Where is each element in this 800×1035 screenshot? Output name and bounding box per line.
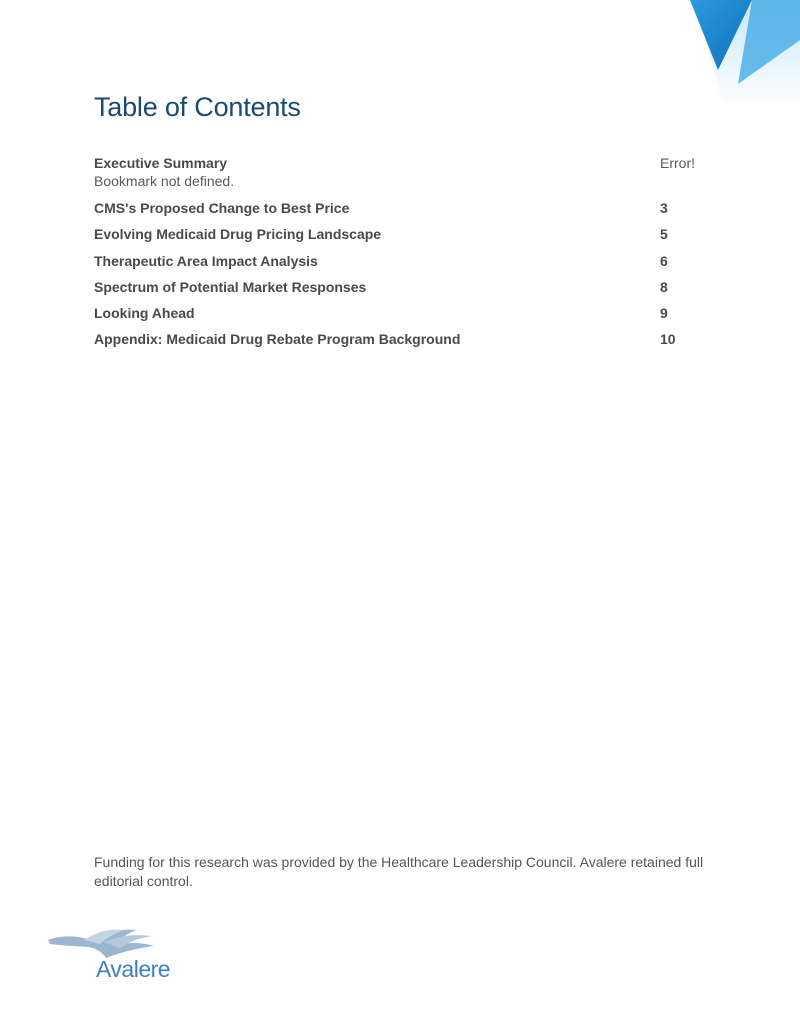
toc-entry-executive-summary[interactable] xyxy=(94,154,697,190)
toc-entry[interactable] xyxy=(94,330,697,348)
toc-entry[interactable] xyxy=(94,199,697,217)
toc-entry-title: Executive Summary xyxy=(94,155,228,171)
toc-entry[interactable] xyxy=(94,278,697,296)
toc-entry[interactable] xyxy=(94,304,697,322)
toc-entry-page-number: 8 xyxy=(660,278,668,295)
toc-entry-page-number: 5 xyxy=(660,226,668,243)
toc-entry-title: CMS's Proposed Change to Best Price xyxy=(94,200,350,216)
corner-decoration-graphic xyxy=(690,0,800,110)
toc-entry[interactable] xyxy=(94,225,697,243)
toc-entry-title: Therapeutic Area Impact Analysis xyxy=(94,252,318,269)
avalere-logo-text: Avalere xyxy=(96,956,171,982)
table-of-contents xyxy=(94,154,697,357)
toc-entry-title: Looking Ahead xyxy=(94,305,195,322)
funding-note: Funding for this research was provided by the Healthcare Leadership Council. Avalere retained full editorial control. xyxy=(94,854,704,889)
toc-entry-title: Evolving Medicaid Drug Pricing Landscape xyxy=(94,226,382,243)
toc-entry-page-number: 3 xyxy=(660,200,668,216)
toc-entry-page-number: 10 xyxy=(660,331,676,348)
toc-entry-title: Appendix: Medicaid Drug Rebate Program Background xyxy=(94,331,461,348)
toc-entry-page-number: 9 xyxy=(660,305,668,322)
toc-entry-page-number: 6 xyxy=(660,252,668,269)
toc-entry-title: Spectrum of Potential Market Responses xyxy=(94,278,367,295)
toc-error-text: Error! xyxy=(660,155,695,171)
toc-error-continuation: Bookmark not defined. xyxy=(94,173,235,189)
page-title: Table of Contents xyxy=(94,92,301,122)
toc-entry[interactable] xyxy=(94,252,697,270)
avalere-logo xyxy=(44,922,184,988)
